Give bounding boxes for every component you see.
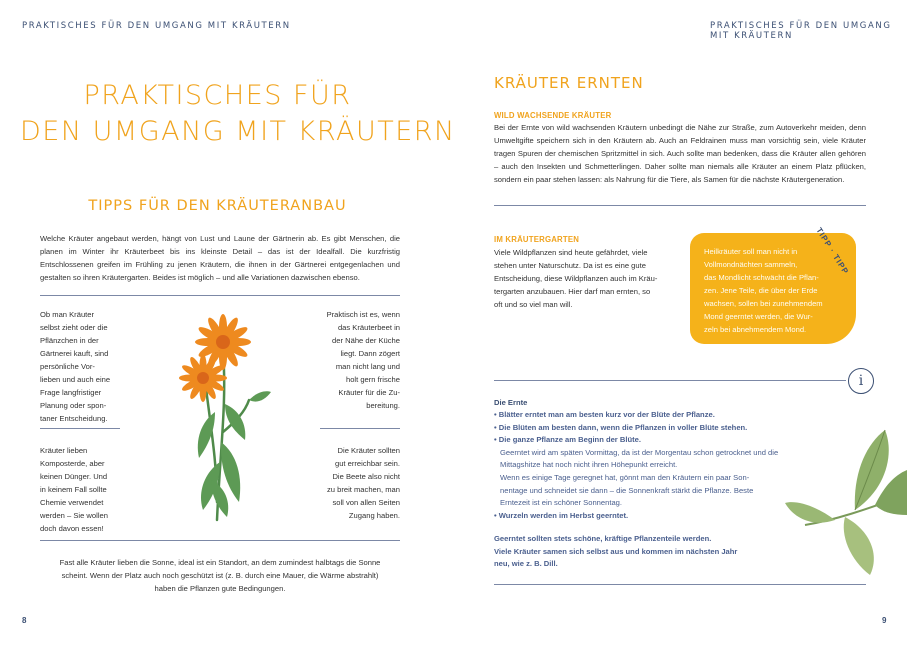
- section-subtitle: TIPPS FÜR DEN KRÄUTERANBAU: [88, 198, 347, 214]
- divider: [320, 428, 400, 429]
- closing-paragraph: Fast alle Kräuter lieben die Sonne, ideal ist ein Standort, an dem zumindest halbtags die Sonne scheint. Wenn der Platz auch noch geschützt ist (z. B. durch eine Mauer, die Wärme abstrahlt) haben die Pflanzen gute Bedingungen.: [59, 558, 381, 593]
- harvest-list: • Blätter erntet man am besten kurz vor der Blüte der Pflanze. • Die Blüten am besten dann, wenn die Pflanzen in voller Blüte stehen. • Die ganze Pflanze am Beginn der Blüte. Geerntet wird am späten Vormittag, da ist der Morgentau schon getrocknet und die Mittagshitze hat noch nicht ihren Höhepunkt erreicht. Wenn es einige Tage geregnet hat, gönnt man den Kräutern ein paar Son- nentage und schneidet sie dann – die Sonnenkraft stärkt die Pflanze. Beste Erntezeit ist ein schöner Sonnentag. • Wurzeln werden im Herbst geerntet.: [494, 409, 834, 522]
- tip-text: Heilkräuter soll man nicht in Vollmondnächten sammeln, das Mondlicht schwächt die Pflan- zen. Jene Teile, die über der Erde wachsen, sollen bei zunehmendem Mond geerntet werden, die Wur- zeln bei abnehmendem Mond.: [704, 247, 823, 334]
- text-col-left-1: Ob man Kräuter selbst zieht oder die Pflänzchen in der Gärtnerei kauft, sind persönliche Vor- lieben und auch eine Frage langfristiger Planung oder spon- taner Entscheidung.: [40, 310, 111, 423]
- page-number-right: 9: [882, 616, 887, 625]
- text-col-right-1: Praktisch ist es, wenn das Kräuterbeet in der Nähe der Küche liegt. Dann zögert man nicht lang und holt gern frische Kräuter für die Zu- bereitung.: [326, 310, 400, 410]
- calendula-illustration: [165, 312, 285, 527]
- sage-leaves-illustration: [785, 425, 907, 585]
- title-line-1: PRAKTISCHES FÜR: [83, 80, 352, 111]
- wild-herbs-paragraph: Bei der Ernte von wild wachsenden Kräutern unbedingt die Nähe zur Straße, zum Autoverkehr meiden, denn Umweltgifte speichern sich in den Kräutern ab. Auch an Feldrainen muss man vorsichtig sein, viele Kräuter tragen Spuren der chemischen Spritzmittel in sich. Auch sollte man bedenken, dass die Kräuter allen gehören – auch den Insekten und Schmetterlingen. Daher sollte man niemals alle Kräuter an einem Platz pflücken, sondern ein paar stehen lassen: als Nahrung für die Tiere, als Samen für die nächste Kräutergeneration.: [494, 123, 866, 184]
- text-col-right-2: Die Kräuter sollten gut erreichbar sein. Die Beete also nicht zu breit machen, man soll von allen Seiten Zugang haben.: [326, 446, 400, 520]
- wild-herbs-heading: WILD WACHSENDE KRÄUTER: [494, 111, 612, 120]
- harvest-heading: Die Ernte: [494, 398, 528, 407]
- herb-garden-heading: IM KRÄUTERGARTEN: [494, 235, 580, 244]
- page-title: [20, 78, 456, 150]
- section-heading: KRÄUTER ERNTEN: [494, 74, 644, 92]
- list-item: • Die ganze Pflanze am Beginn der Blüte.: [494, 435, 641, 445]
- list-item: • Blätter erntet man am besten kurz vor der Blüte der Pflanze.: [494, 410, 715, 419]
- divider: [494, 380, 846, 381]
- tip-label: TIPP · TIPP: [814, 226, 851, 277]
- intro-paragraph: Welche Kräuter angebaut werden, hängt von Lust und Laune der Gärtnerin ab. Es gibt Menschen, die planen im Winter ihr Kräuterbeet bis ins kleinste Detail – das ist der Idealfall. Die kurzfristig Entschlossenen greifen im Frühling zu jenen Kräutern, die ihnen in der Gärtnerei entgegenlachen und gestalten so ihren Kräutergarten. Beides ist möglich – und alle Variationen dazwischen ebenso.: [40, 234, 400, 282]
- running-head-right: PRAKTISCHES FÜR DEN UMGANG MIT KRÄUTERN: [710, 21, 892, 41]
- harvest-closing: Geerntet sollten stets schöne, kräftige Pflanzenteile werden. Viele Kräuter samen sich selbst aus und kommen im nächsten Jahr neu, wie z. B. Dill.: [494, 534, 738, 569]
- page-number-left: 8: [22, 616, 27, 625]
- list-item: • Die Blüten am besten dann, wenn die Pflanzen in voller Blüte stehen.: [494, 422, 748, 432]
- text-col-left-2: Kräuter lieben Komposterde, aber keinen Dünger. Und in keinem Fall sollte Chemie verwendet werden – Sie wollen doch davon essen!: [40, 446, 108, 533]
- divider: [40, 540, 400, 541]
- divider: [40, 295, 400, 296]
- divider: [40, 428, 120, 429]
- title-line-2: DEN UMGANG MIT KRÄUTERN: [20, 116, 456, 147]
- running-head-left: PRAKTISCHES FÜR DEN UMGANG MIT KRÄUTERN: [22, 21, 291, 31]
- herb-garden-paragraph: Viele Wildpflanzen sind heute gefährdet, viele stehen unter Naturschutz. Da ist es eine gute Entscheidung, diese Wildpflanzen auch im Kräu- tergarten anzubauen. Hier darf man ernten, so oft und so viel man will.: [494, 248, 658, 309]
- divider: [494, 205, 866, 206]
- list-item: • Wurzeln werden im Herbst geerntet.: [494, 510, 629, 520]
- info-icon: i: [848, 368, 874, 394]
